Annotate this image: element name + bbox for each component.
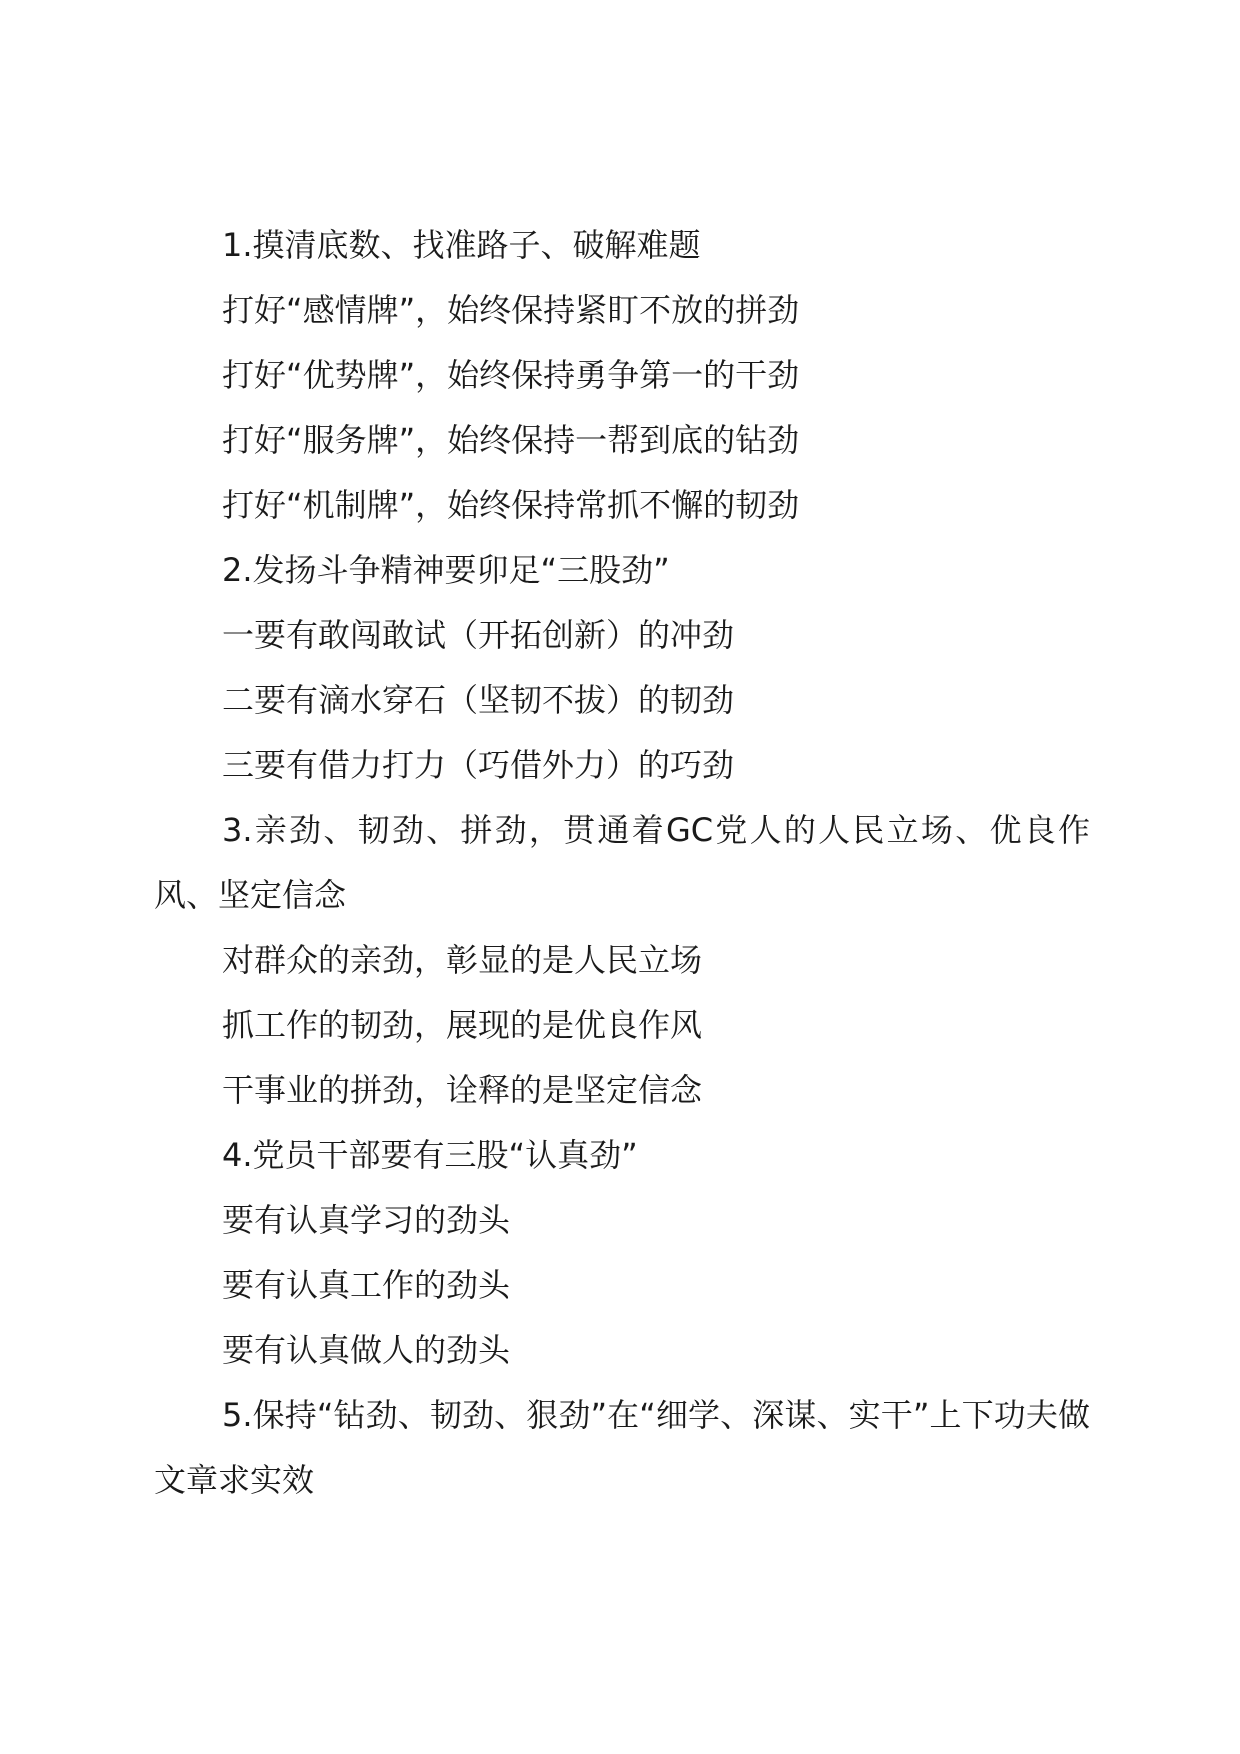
section-heading-3: 3.亲劲、韧劲、拼劲，贯通着GC党人的人民立场、优良作风、坚定信念 — [154, 811, 1090, 914]
body-line: 干事业的拼劲，诠释的是坚定信念 — [222, 1071, 703, 1109]
body-line: 打好“服务牌”，始终保持一帮到底的钻劲 — [222, 421, 800, 459]
section-heading-2: 2.发扬斗争精神要卯足“三股劲” — [222, 551, 670, 589]
body-line: 打好“感情牌”，始终保持紧盯不放的拼劲 — [222, 291, 800, 329]
body-line: 要有认真做人的劲头 — [222, 1331, 511, 1369]
body-line: 对群众的亲劲，彰显的是人民立场 — [222, 941, 703, 979]
body-line: 要有认真工作的劲头 — [222, 1266, 511, 1304]
body-line: 要有认真学习的劲头 — [222, 1201, 511, 1239]
body-line: 一要有敢闯敢试（开拓创新）的冲劲 — [222, 616, 735, 654]
body-line: 打好“机制牌”，始终保持常抓不懈的韧劲 — [222, 486, 800, 524]
section-heading-5: 5.保持“钻劲、韧劲、狠劲”在“细学、深谋、实干”上下功夫做文章求实效 — [154, 1396, 1090, 1499]
section-heading-1: 1.摸清底数、找准路子、破解难题 — [222, 226, 701, 264]
body-line: 三要有借力打力（巧借外力）的巧劲 — [222, 746, 735, 784]
document-body — [154, 213, 1090, 1513]
body-line: 抓工作的韧劲，展现的是优良作风 — [222, 1006, 703, 1044]
body-line: 打好“优势牌”，始终保持勇争第一的干劲 — [222, 356, 800, 394]
body-line: 二要有滴水穿石（坚韧不拔）的韧劲 — [222, 681, 735, 719]
section-heading-4: 4.党员干部要有三股“认真劲” — [222, 1136, 638, 1174]
